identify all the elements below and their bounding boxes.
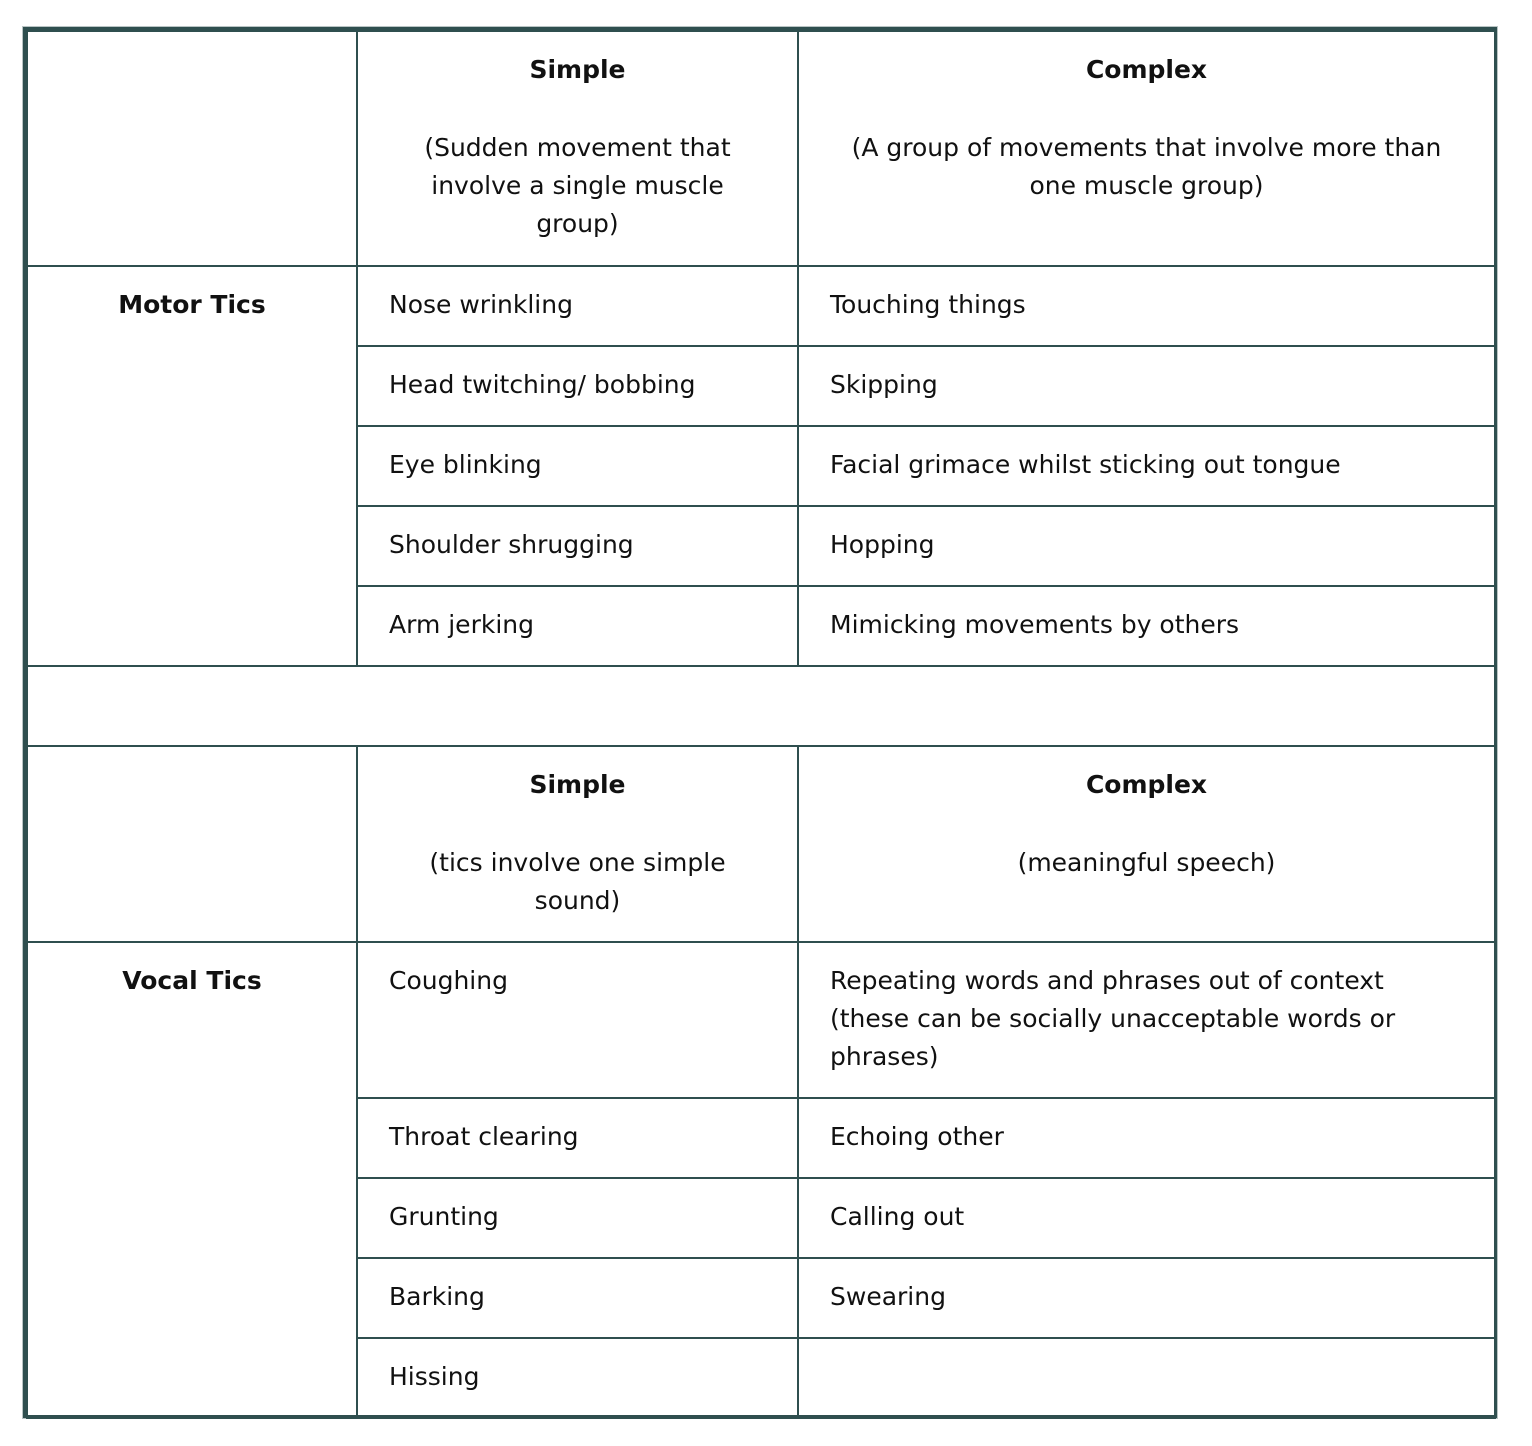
vocal-simple-title: Simple bbox=[529, 770, 626, 799]
motor-complex-header bbox=[798, 31, 1495, 266]
table-row bbox=[27, 942, 1495, 1098]
table-row bbox=[27, 266, 1495, 346]
vocal-tics-label: Vocal Tics bbox=[27, 942, 357, 1418]
motor-simple-cell: Eye blinking bbox=[357, 426, 798, 506]
empty-header-cell bbox=[27, 746, 357, 942]
vocal-complex-header bbox=[798, 746, 1495, 942]
motor-complex-title: Complex bbox=[1085, 55, 1208, 84]
vocal-simple-cell: Throat clearing bbox=[357, 1098, 798, 1178]
vocal-simple-cell: Coughing bbox=[357, 942, 798, 1098]
motor-simple-cell: Arm jerking bbox=[357, 586, 798, 666]
motor-header-row bbox=[27, 31, 1495, 266]
motor-simple-cell: Shoulder shrugging bbox=[357, 506, 798, 586]
vocal-simple-description: (tics involve one simple sound) bbox=[429, 848, 726, 915]
vocal-simple-header bbox=[357, 746, 798, 942]
motor-complex-cell: Hopping bbox=[798, 506, 1495, 586]
motor-simple-header bbox=[357, 31, 798, 266]
vocal-complex-cell: Swearing bbox=[798, 1258, 1495, 1338]
motor-simple-cell: Nose wrinkling bbox=[357, 266, 798, 346]
vocal-complex-cell: Calling out bbox=[798, 1178, 1495, 1258]
motor-complex-cell: Touching things bbox=[798, 266, 1495, 346]
motor-complex-cell: Mimicking movements by others bbox=[798, 586, 1495, 666]
vocal-complex-description: (meaningful speech) bbox=[1017, 848, 1276, 877]
vocal-simple-cell: Barking bbox=[357, 1258, 798, 1338]
vocal-complex-cell: Echoing other bbox=[798, 1098, 1495, 1178]
motor-simple-cell: Head twitching/ bobbing bbox=[357, 346, 798, 426]
vocal-simple-cell: Grunting bbox=[357, 1178, 798, 1258]
vocal-complex-cell bbox=[798, 1338, 1495, 1418]
vocal-simple-cell: Hissing bbox=[357, 1338, 798, 1418]
vocal-complex-title: Complex bbox=[1085, 770, 1208, 799]
motor-complex-cell: Facial grimace whilst sticking out tongue bbox=[798, 426, 1495, 506]
motor-tics-label: Motor Tics bbox=[27, 266, 357, 666]
motor-simple-description: (Sudden movement that involve a single muscle group) bbox=[424, 133, 731, 238]
vocal-header-row bbox=[27, 746, 1495, 942]
motor-simple-title: Simple bbox=[529, 55, 626, 84]
spacer-cell bbox=[27, 666, 1495, 746]
motor-complex-description: (A group of movements that involve more than one muscle group) bbox=[851, 133, 1442, 200]
motor-complex-cell: Skipping bbox=[798, 346, 1495, 426]
spacer-row bbox=[27, 666, 1495, 746]
tics-table bbox=[26, 30, 1496, 1419]
vocal-complex-cell: Repeating words and phrases out of context (these can be socially unacceptable words or phrases) bbox=[798, 942, 1495, 1098]
empty-header-cell bbox=[27, 31, 357, 266]
